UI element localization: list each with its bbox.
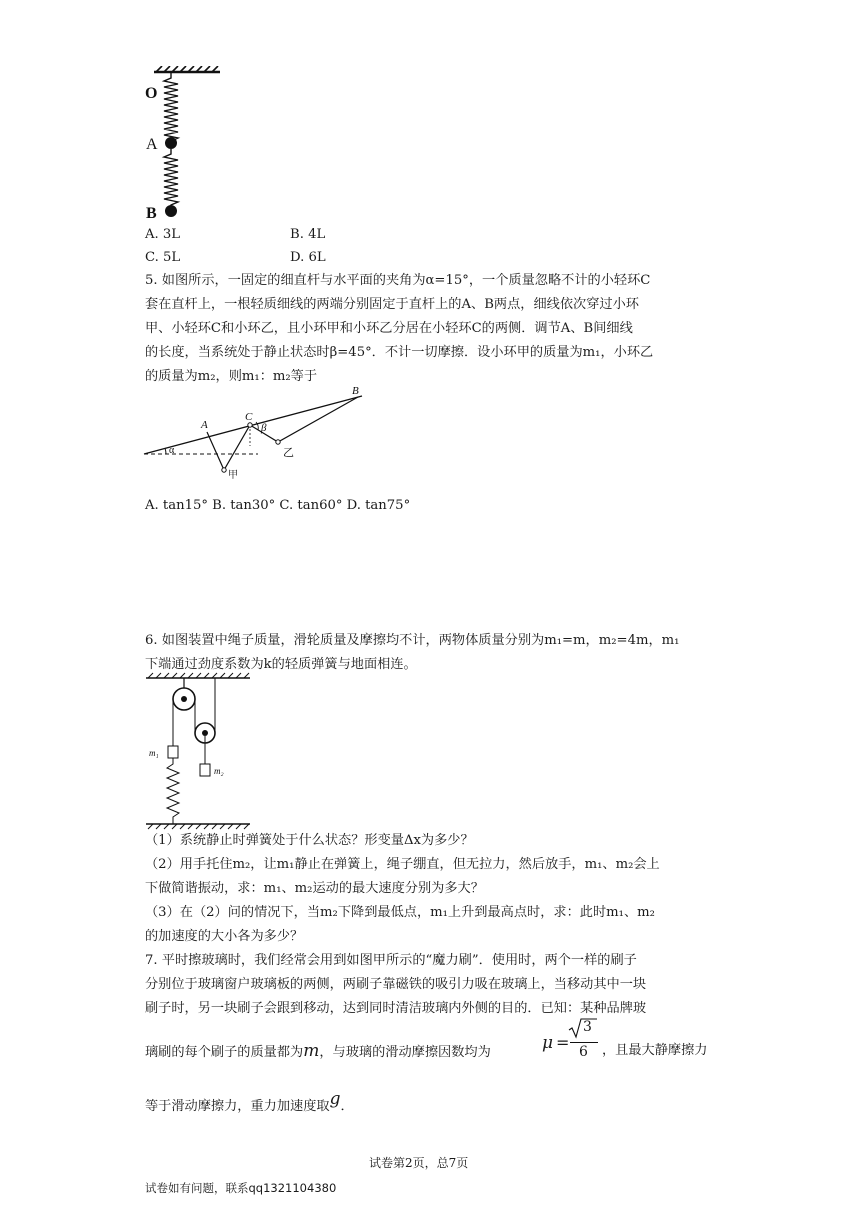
q5-line-1: 5. 如图所示，一固定的细直杆与水平面的夹角为α=15°，一个质量忽略不计的小轻环C <box>145 273 651 288</box>
q7-line-3: 刷子时，另一块刷子会跟到移动，达到同时清洁玻璃内外侧的目的．已知：某种品牌玻 <box>145 1001 647 1016</box>
q4-option-d: D. 6L <box>290 250 326 265</box>
q5-options: A. tan15° B. tan30° C. tan60° D. tan75° <box>145 498 411 513</box>
gravity-symbol: g <box>329 1089 341 1109</box>
mu-symbol: μ <box>542 1033 554 1053</box>
page-number: 试卷第2页，总7页 <box>369 1156 469 1170</box>
equals-sign: = <box>556 1033 570 1052</box>
label-b: B <box>146 205 157 222</box>
label-alpha: α <box>169 445 175 456</box>
q6-sub-4: （3）在（2）问的情况下，当m₂下降到最低点，m₁上升到最高点时，求：此时m₁、m₂ <box>145 905 655 920</box>
label-a: A <box>201 419 208 431</box>
q4-option-b: B. 4L <box>290 227 326 242</box>
q7-line-5 <box>145 1089 354 1116</box>
label-yi: 乙 <box>283 447 294 459</box>
denominator: 6 <box>579 1044 588 1060</box>
label-b: B <box>352 385 359 397</box>
q4-option-a: A. 3L <box>145 227 181 242</box>
spring-figure <box>140 66 230 222</box>
q5-line-2: 套在直杆上，一根轻质细线的两端分别固定于直杆上的A、B两点，细线依次穿过小环 <box>145 297 639 312</box>
q7-line-5-pre: 等于滑动摩擦力，重力加速度取 <box>145 1099 330 1114</box>
q6-sub-2: （2）用手托住m₂，让m₁静止在弹簧上，绳子绷直，但无拉力，然后放手，m₁、m₂会上 <box>145 857 660 872</box>
q7-line-4-post: ，且最大静摩擦力 <box>602 1043 708 1058</box>
q7-line-4-pre: 璃刷的每个刷子的质量都为 <box>145 1045 304 1060</box>
label-jia: 甲 <box>228 470 238 480</box>
label-a: A <box>146 136 158 153</box>
fraction-bar <box>570 1042 598 1043</box>
mass-symbol: m <box>303 1041 320 1061</box>
q7-line-5-post: ． <box>340 1099 354 1114</box>
q5-line-3: 甲、小轻环C和小环乙，且小环甲和小环乙分居在小轻环C的两侧．调节A、B间细线 <box>145 321 633 336</box>
q4-option-c: C. 5L <box>145 250 181 265</box>
q7-line-2: 分别位于玻璃窗户玻璃板的两侧，两刷子靠磁铁的吸引力吸在玻璃上，当移动其中一块 <box>145 977 647 992</box>
q7-line-1: 7. 平时擦玻璃时，我们经常会用到如图甲所示的“魔力刷”．使用时，两个一样的刷子 <box>145 953 637 968</box>
pulley-figure <box>140 672 260 832</box>
q7-line-4 <box>145 1042 491 1062</box>
label-o: O <box>145 85 158 102</box>
q7-line-4-mid: ，与玻璃的滑动摩擦因数均为 <box>319 1045 491 1060</box>
q5-line-5: 的质量为m₂，则m₁：m₂等于 <box>145 369 318 384</box>
q6-sub-5: 的加速度的大小各为多少？ <box>145 929 304 944</box>
label-c: C <box>245 411 253 423</box>
mu-formula <box>542 1016 600 1062</box>
q6-sub-3: 下做简谐振动，求：m₁、m₂运动的最大速度分别为多大？ <box>145 881 484 896</box>
q6-line-2: 下端通过劲度系数为k的轻质弹簧与地面相连。 <box>145 657 417 672</box>
label-m2: m₂ <box>214 766 224 776</box>
q5-line-4: 的长度，当系统处于静止状态时β=45°．不计一切摩擦．设小环甲的质量为m₁，小环乙 <box>145 345 654 360</box>
q6-sub-1: （1）系统静止时弹簧处于什么状态？形变量Δx为多少？ <box>145 833 474 848</box>
label-m1: m₁ <box>149 748 159 758</box>
numerator: 3 <box>583 1019 592 1035</box>
q6-line-1: 6. 如图装置中绳子质量，滑轮质量及摩擦均不计，两物体质量分别为m₁=m，m₂=4m，m₁ <box>145 633 680 648</box>
contact-note: 试卷如有问题，联系qq1321104380 <box>145 1181 337 1195</box>
rod-rings-figure <box>140 384 380 480</box>
label-beta: β <box>261 422 267 434</box>
